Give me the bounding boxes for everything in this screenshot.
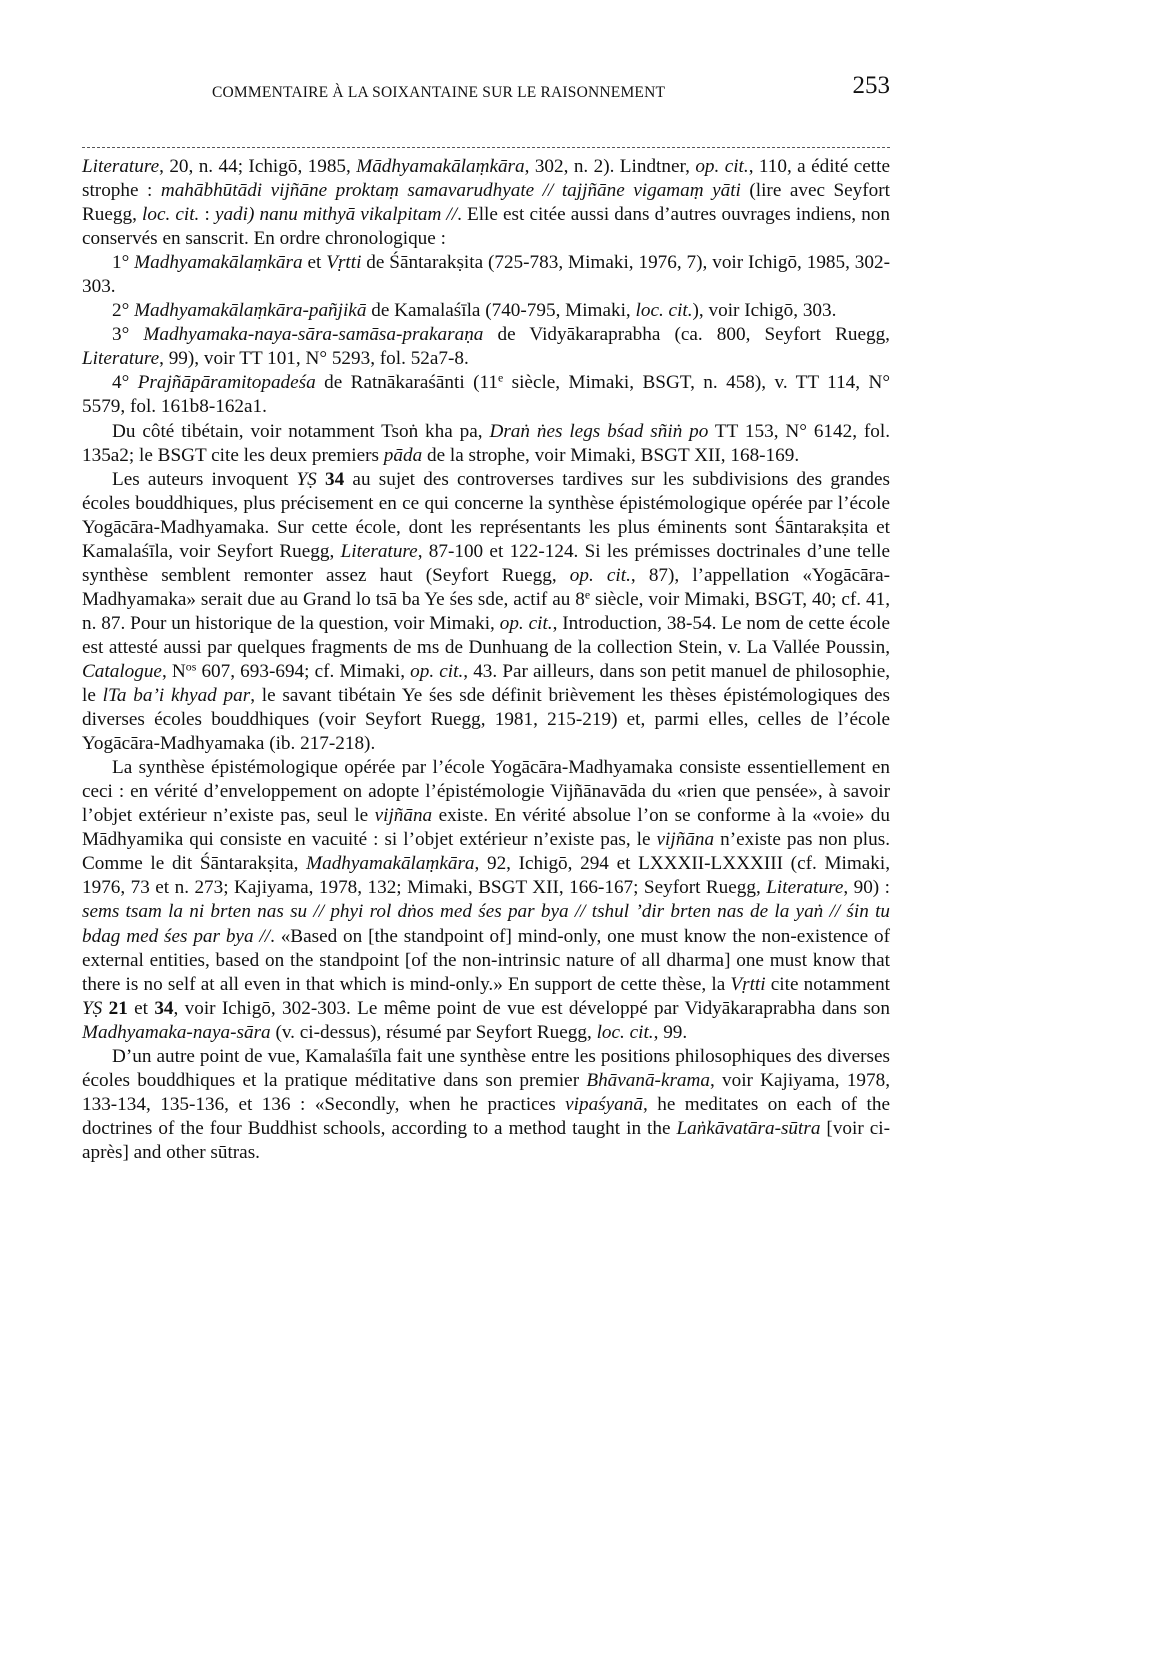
text-run: , le savant tibétain Ye śes sde définit brièvement les thèses épistémologiques des diverses écoles bouddhiques (voir Seyfort Ruegg, 1981, 215-219) et, parmi elles, celles de l’école Yogācāra-Madhyamaka (ib. 217-218).: [82, 685, 890, 755]
italic-run: Draṅ ṅes legs bśad sñiṅ po: [489, 420, 709, 442]
italic-run: Laṅkāvatāra-sūtra: [676, 1117, 821, 1139]
superscript-run: e: [497, 370, 504, 385]
italic-run: Madhyamakālaṃkāra-pañjikā: [134, 300, 367, 322]
text-run: n’existe pas non plus. Comme le dit Śāntarakṣita,: [82, 829, 891, 875]
italic-run: pāda: [383, 444, 423, 466]
text-run: existe. En vérité absolue l’on se conforme à la «voie» du Mādhyamika qui consiste en vacuité : si l’objet extérieur n’existe pas, le: [82, 805, 890, 851]
paragraph: [82, 468, 890, 757]
text-run: , voir Kajiyama, 1978, 133-134, 135-136, et 136 : «Secondly, when he practices: [82, 1069, 890, 1115]
italic-run: loc. cit.: [596, 1021, 654, 1043]
text-run: (lire avec Seyfort Ruegg,: [82, 180, 890, 226]
italic-run: Bhāvanā-krama: [586, 1069, 710, 1091]
bold-run: 34: [154, 997, 174, 1019]
text-run: , 87-100 et 122-124. Si les prémisses doctrinales d’une telle synthèse semblent remonter assez haut (Seyfort Ruegg,: [82, 540, 890, 586]
text-run: , 302, n. 2). Lindtner,: [524, 156, 696, 177]
text-run: Du côté tibétain, voir notamment Tsoṅ kha pa,: [112, 420, 490, 442]
paragraph: [82, 155, 890, 251]
italic-run: Catalogue: [82, 660, 162, 682]
text-run: D’un autre point de vue, Kamalaśīla fait une synthèse entre les positions philosophiques des diverses écoles bouddhiques et la pratique méditative dans son premier: [82, 1045, 890, 1091]
italic-run: yadi) nanu mithyā vikalpitam //: [214, 204, 458, 226]
text-run: de Śāntarakṣita (725-783, Mimaki, 1976, 7), voir Ichigō, 1985, 302-303.: [82, 252, 890, 298]
text-run: siècle, voir Mimaki, BSGT, 40; cf. 41, n. 87. Pour un historique de la question, voir Mimaki,: [82, 588, 890, 634]
bold-run: 21: [108, 997, 128, 1019]
text-run: , 20, n. 44; Ichigō, 1985,: [159, 156, 357, 177]
text-run: La synthèse épistémologique opérée par l’école Yogācāra-Madhyamaka consiste essentiellement en ceci : en vérité d’enveloppement on adopte l’épistémologie Vijñānavāda du «rien que pensée», à savoir l’objet extérieur n’existe pas, seul le: [82, 757, 890, 827]
text-run: siècle, Mimaki, BSGT, n. 458), v. TT 114, N° 5579, fol. 161b8-162a1.: [82, 372, 890, 418]
italic-run: op. cit.: [410, 660, 464, 682]
text-run: au sujet des controverses tardives sur les subdivisions des grandes écoles bouddhiques, plus précisement en ce qui concerne la synthèse épistémologique opérée par l’école Yogācāra-Madhyamaka. Sur cette école, dont les représentants les plus éminents sont Śāntarakṣita et Kamalaśīla, voir Seyfort Ruegg,: [82, 468, 891, 562]
text-run: , 99.: [653, 1021, 688, 1043]
text-run: , N: [161, 660, 186, 682]
italic-run: op. cit.: [569, 564, 631, 586]
italic-run: op. cit.: [499, 612, 553, 634]
text-run: 3°: [112, 324, 144, 346]
italic-run: Madhyamaka-naya-sāra-samāsa-prakaraṇa: [143, 324, 484, 346]
text-run: , 110, a édité cette strophe :: [82, 156, 890, 202]
italic-run: Madhyamakālaṃkāra: [134, 252, 303, 274]
text-run: , he meditates on each of the doctrines of the four Buddhist schools, according to a method taught in the: [82, 1093, 890, 1139]
text-run: . Elle est citée aussi dans d’autres ouvrages indiens, non conservés en sanscrit. En ordre chronologique :: [82, 204, 890, 250]
text-run: [317, 469, 325, 490]
text-run: , 92, Ichigō, 294 et LXXXII-LXXXIII (cf. Mimaki, 1976, 73 et n. 273; Kajiyama, 1978, 132; Mimaki, BSGT XII, 166-167; Seyfort Ruegg,: [82, 853, 890, 899]
italic-run: Literature: [340, 540, 418, 562]
text-run: , 43. Par ailleurs, dans son petit manuel de philosophie, le: [82, 660, 891, 707]
italic-run: Vṛtti: [730, 973, 766, 995]
paragraph: [82, 756, 890, 1045]
superscript-run: os: [185, 659, 197, 674]
italic-run: sems tsam la ni brten nas su // phyi rol dṅos med śes par bya // tshul ’dir brten nas de la yaṅ // śin tu bdag med śes par bya //: [82, 901, 890, 947]
italic-run: Vṛtti: [326, 252, 362, 274]
page-header: [82, 72, 890, 112]
italic-run: Mādhyamakālaṃkāra: [356, 156, 525, 177]
paragraph: [82, 251, 890, 299]
body-text: [82, 155, 890, 1165]
italic-run: YṢ: [296, 468, 317, 490]
text-run: 4°: [112, 372, 138, 394]
italic-run: Literature: [82, 348, 160, 370]
text-run: et: [302, 252, 327, 274]
italic-run: Prajñāpāramitopadeśa: [137, 372, 316, 394]
text-run: . «Based on [the standpoint of] mind-only, one must know the non-existence of external entities, based on the standpoint [of the non-intrinsic nature of all dharma] one must know that there is no self at all even in that which is mind-only.» En support de cette thèse, la: [82, 925, 891, 995]
paragraph: [82, 1045, 890, 1165]
text-run: TT 153, N° 6142, fol. 135a2; le BSGT cite les deux premiers: [82, 420, 891, 466]
text-run: de la strophe, voir Mimaki, BSGT XII, 168-169.: [422, 444, 800, 466]
text-run: 607, 693-694; cf. Mimaki,: [196, 660, 411, 682]
italic-run: lTa ba’i khyad par: [102, 685, 251, 707]
paragraph: [82, 371, 890, 419]
text-run: [voir ci-après] and other sūtras.: [82, 1117, 890, 1163]
page-number: 253: [852, 72, 890, 99]
header-rule: [82, 147, 890, 148]
text-run: :: [199, 204, 215, 226]
italic-run: loc. cit.: [142, 204, 200, 226]
italic-run: vipaśyanā: [565, 1093, 643, 1115]
italic-run: mahābhūtādi vijñāne proktaṃ samavarudhyate // tajjñāne vigamaṃ yāti: [160, 180, 741, 202]
text-run: 1°: [112, 252, 135, 274]
running-head: COMMENTAIRE À LA SOIXANTAINE SUR LE RAISONNEMENT: [212, 84, 666, 101]
italic-run: vijñāna: [656, 829, 715, 851]
text-run: , Introduction, 38-54. Le nom de cette école est attesté aussi par quelques fragments de ms de Dunhuang de la collection Stein, v. La Vallée Poussin,: [82, 612, 890, 658]
paragraph: [82, 323, 890, 371]
text-run: , voir Ichigō, 302-303. Le même point de vue est développé par Vidyākaraprabha dans son: [173, 997, 890, 1019]
italic-run: Literature: [82, 156, 160, 177]
text-run: , 90) :: [843, 877, 890, 899]
paragraph: [82, 420, 890, 468]
text-run: , 99), voir TT 101, N° 5293, fol. 52a7-8.: [159, 348, 469, 370]
italic-run: Madhyamaka-naya-sāra: [82, 1021, 271, 1043]
italic-run: Literature: [766, 877, 844, 899]
italic-run: vijñāna: [374, 805, 433, 827]
superscript-run: e: [584, 587, 591, 602]
italic-run: Madhyamakālaṃkāra: [306, 853, 475, 875]
text-run: et: [127, 997, 155, 1019]
text-run: de Kamalaśīla (740-795, Mimaki,: [366, 300, 636, 322]
text-run: de Vidyākaraprabha (ca. 800, Seyfort Ruegg,: [483, 324, 890, 346]
text-run: , 87), l’appellation «Yogācāra-Madhyamaka» serait due au Grand lo tsā ba Ye śes sde, actif au 8: [82, 564, 890, 610]
bold-run: 34: [325, 468, 345, 490]
text-run: 2°: [112, 300, 135, 322]
italic-run: loc. cit.: [635, 300, 693, 322]
text-run: Les auteurs invoquent: [112, 468, 297, 490]
text-run: (v. ci-dessus), résumé par Seyfort Ruegg,: [270, 1021, 597, 1043]
text-run: ), voir Ichigō, 303.: [692, 300, 837, 322]
text-run: cite notamment: [765, 973, 890, 995]
italic-run: op. cit.: [695, 156, 749, 177]
paragraph: [82, 299, 890, 323]
text-run: de Ratnākaraśānti (11: [315, 372, 498, 394]
italic-run: YṢ: [82, 997, 103, 1019]
